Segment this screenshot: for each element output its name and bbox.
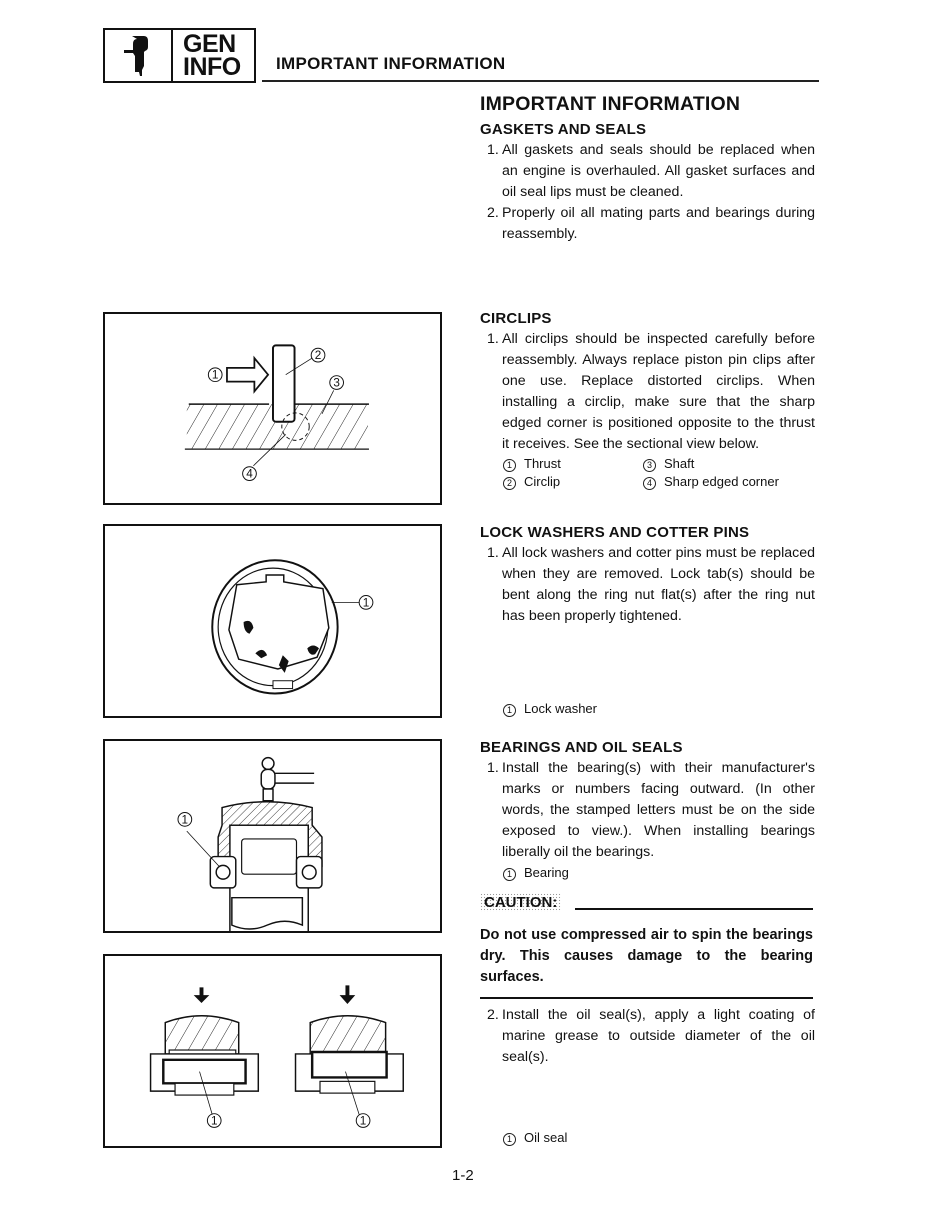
figure-legend	[480, 864, 815, 882]
item-text: Properly oil all mating parts and bearings during reassembly.	[502, 205, 815, 242]
callout-number: 4	[643, 477, 656, 490]
legend-label: Shaft	[664, 456, 695, 471]
caution-rule-bottom	[480, 997, 813, 999]
item-text: All lock washers and cotter pins must be replaced when they are removed. Lock tab(s) should be bent along the ring nut flat(s) after the ring nut has been properly tightened.	[502, 545, 815, 624]
figure-circlip	[103, 312, 442, 505]
figure-bearing	[103, 739, 442, 933]
header-rule	[262, 80, 819, 82]
list-item	[480, 329, 815, 455]
legend-item	[643, 455, 815, 473]
item-text: All gaskets and seals should be replaced when an engine is overhauled. All gasket surfaces and oil seal lips must be cleaned.	[502, 142, 815, 200]
figure-oil-seal	[103, 954, 442, 1148]
figure-legend	[480, 700, 815, 718]
section-heading: BEARINGS AND OIL SEALS	[480, 739, 683, 756]
section-badge	[103, 28, 256, 83]
oil-seal-right	[296, 985, 404, 1114]
oil-seal-install-diagram	[105, 956, 440, 1146]
page-number: 1-2	[452, 1167, 474, 1184]
circlips-section	[480, 310, 815, 491]
legend-label: Lock washer	[524, 701, 597, 716]
callout-1-right: 1	[359, 1114, 367, 1128]
list-item	[480, 758, 815, 863]
callout-1: 1	[211, 368, 219, 382]
figure-lock-washer	[103, 524, 442, 718]
oil-seal-left	[151, 987, 259, 1114]
item-number: 1.	[487, 142, 499, 158]
callout-1-left: 1	[210, 1114, 218, 1128]
section-heading: LOCK WASHERS AND COTTER PINS	[480, 524, 750, 541]
lock-washer-diagram	[105, 526, 440, 716]
item-text: Install the bearing(s) with their manufacturer's marks or numbers facing outward. (In other words, the stamped letters must be on the side exposed to view.). When installing bearings liberally oil the bearings.	[502, 760, 815, 860]
figure-legend	[480, 455, 815, 491]
bearing-install-diagram	[105, 741, 440, 931]
callout-number: 1	[503, 459, 516, 472]
item-number: 2.	[487, 205, 499, 221]
caution-header	[480, 893, 813, 912]
page-title: IMPORTANT INFORMATION	[480, 93, 741, 115]
section-heading: CIRCLIPS	[480, 310, 552, 327]
figure-legend	[480, 1129, 815, 1147]
oil-seal-step	[480, 1005, 815, 1068]
circlip-diagram	[105, 314, 440, 503]
item-text: All circlips should be inspected carefully before reassembly. Always replace piston pin clips after one use. Replace distorted circlips. When installing a circlip, make sure that the sharp edged corner is positioned opposite to the thrust it receives. See the sectional view below.	[502, 331, 815, 452]
bearings-section	[480, 739, 815, 882]
item-number: 1.	[487, 331, 499, 347]
outboard-motor-icon	[105, 30, 173, 81]
callout-4: 4	[246, 467, 253, 481]
section-label	[173, 30, 254, 81]
gaskets-section	[480, 93, 815, 245]
callout-number: 1	[503, 704, 516, 717]
callout-1: 1	[181, 813, 189, 827]
legend-item	[503, 455, 643, 473]
callout-1: 1	[362, 596, 370, 610]
caution-label: CAUTION:	[480, 893, 561, 912]
item-number: 2.	[487, 1007, 499, 1023]
section-label-gen: GEN	[183, 29, 236, 58]
callout-number: 3	[643, 459, 656, 472]
callout-number: 1	[503, 868, 516, 881]
legend-item	[503, 473, 643, 491]
legend-label: Thrust	[524, 456, 561, 471]
legend-label: Circlip	[524, 474, 561, 489]
item-text: Install the oil seal(s), apply a light coating of marine grease to outside diameter of the oil seal(s).	[502, 1007, 815, 1065]
lock-washers-section	[480, 524, 815, 627]
legend-item	[643, 473, 815, 491]
list-item	[480, 140, 815, 203]
caution-rule-top	[575, 908, 813, 910]
list-item	[480, 203, 815, 245]
callout-number: 2	[503, 477, 516, 490]
list-item	[480, 543, 815, 627]
header-title: IMPORTANT INFORMATION	[276, 54, 506, 73]
legend-label: Oil seal	[524, 1130, 568, 1145]
section-label-info: INFO	[183, 52, 241, 81]
callout-number: 1	[503, 1133, 516, 1146]
list-item	[480, 1005, 815, 1068]
callout-2: 2	[314, 349, 322, 363]
legend-label: Sharp edged corner	[664, 474, 779, 489]
item-number: 1.	[487, 760, 499, 776]
item-number: 1.	[487, 545, 499, 561]
legend-label: Bearing	[524, 865, 569, 880]
callout-3: 3	[333, 376, 340, 390]
caution-text: Do not use compressed air to spin the bearings dry. This causes damage to the bearing surfaces.	[480, 927, 813, 985]
section-heading: GASKETS AND SEALS	[480, 121, 647, 138]
